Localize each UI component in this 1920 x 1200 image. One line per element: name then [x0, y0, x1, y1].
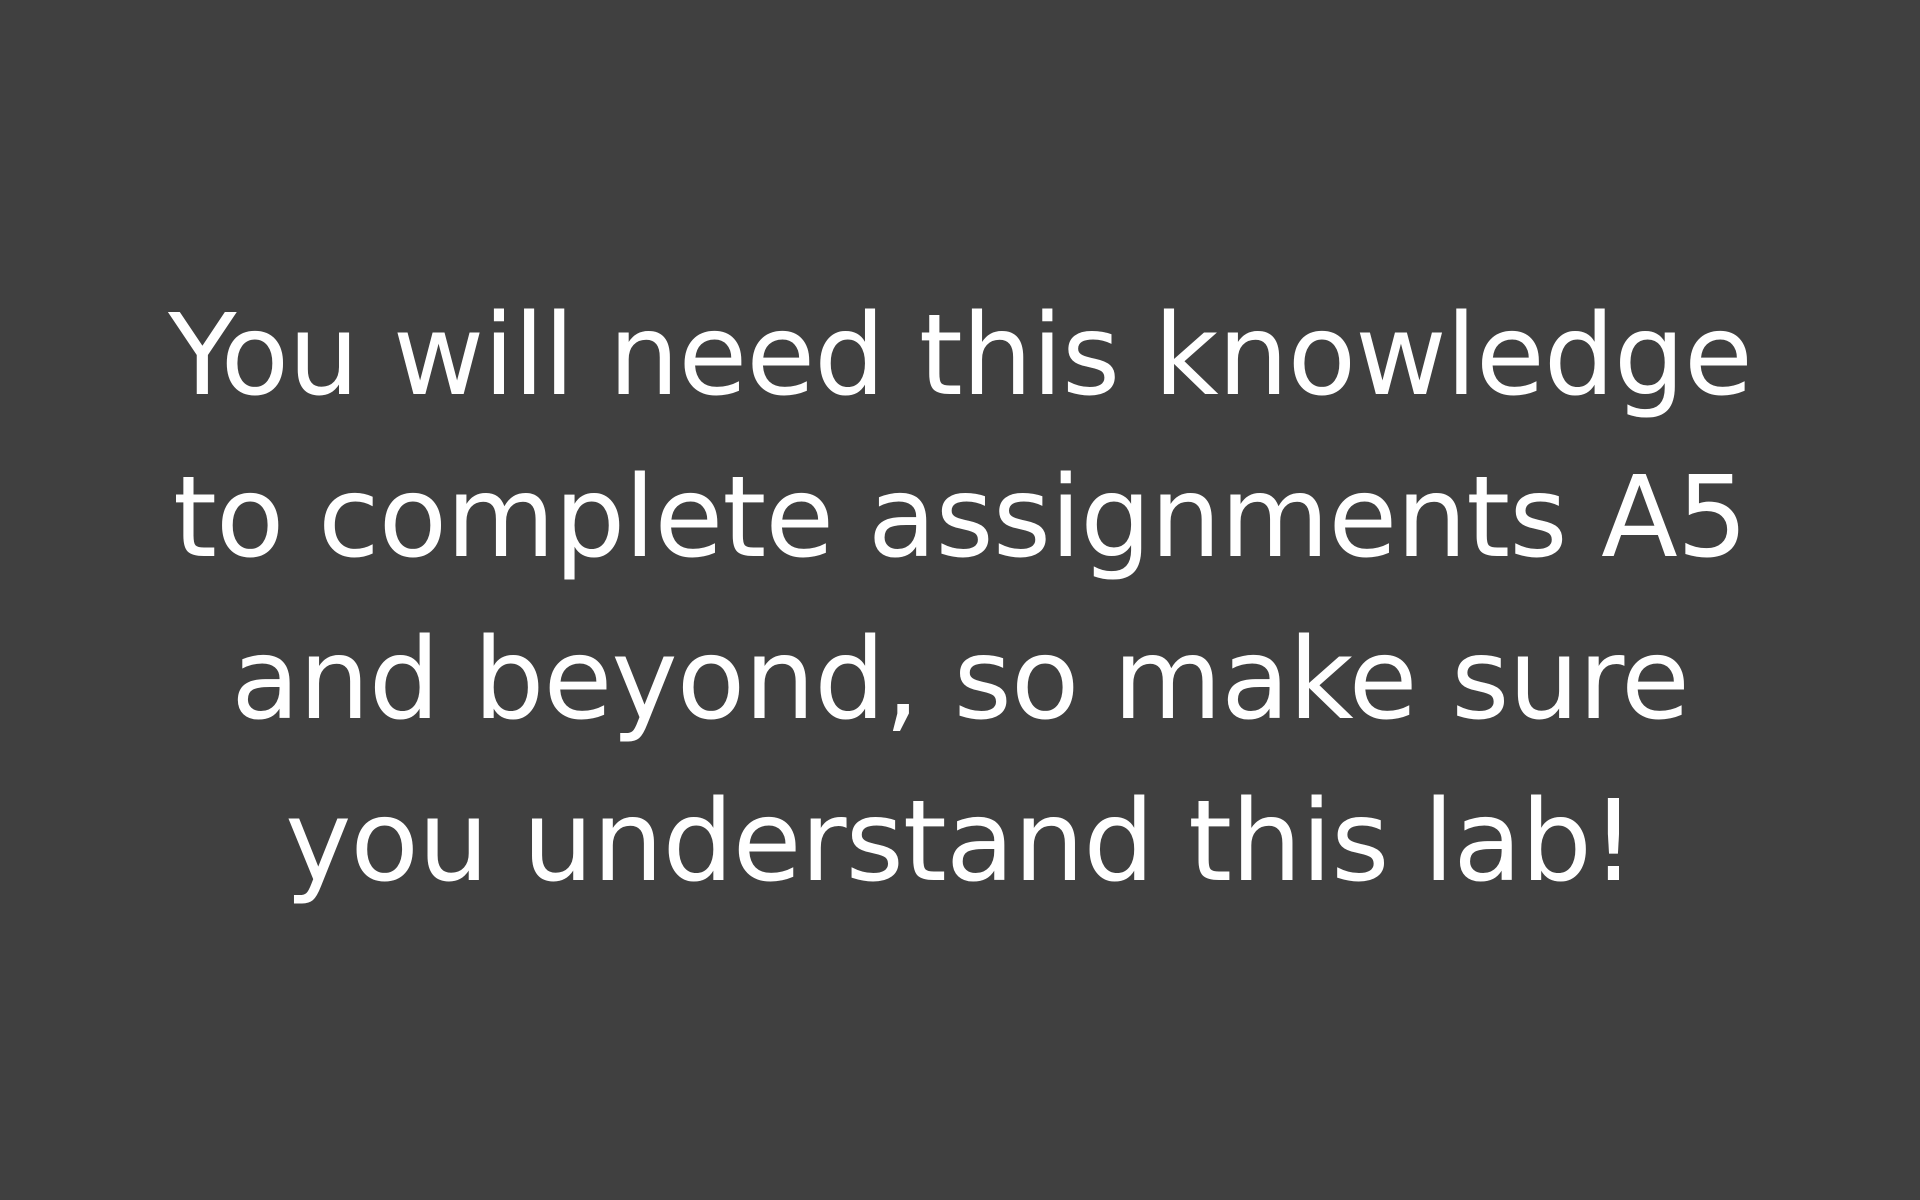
- message-line-2: to complete assignments A5: [172, 453, 1748, 583]
- slide-message: [0, 275, 1920, 923]
- message-line-4: you understand this lab!: [285, 777, 1635, 907]
- message-line-3: and beyond, so make sure: [231, 615, 1689, 745]
- message-line-1: You will need this knowledge: [168, 291, 1752, 421]
